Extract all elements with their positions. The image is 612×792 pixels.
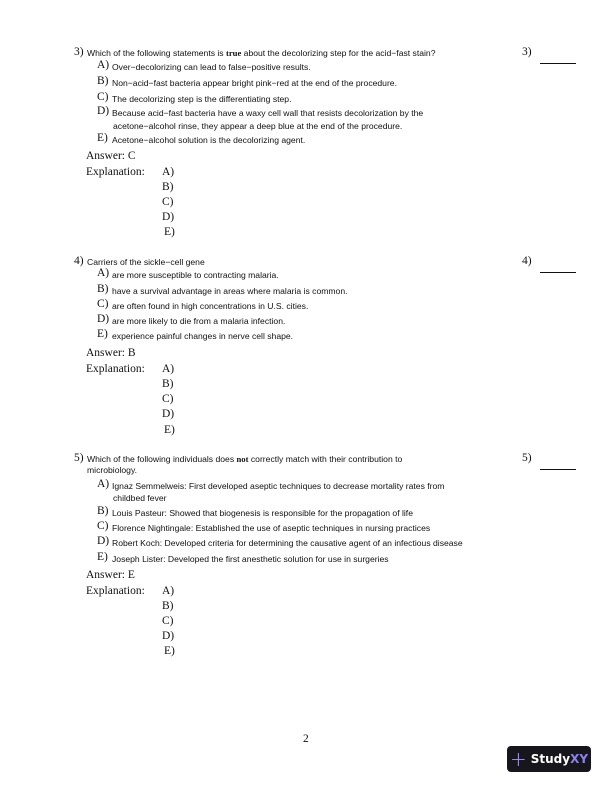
option-text: are more susceptible to contracting malaria.	[112, 270, 279, 280]
option-text: Louis Pasteur: Showed that biogenesis is responsible for the propagation of life	[112, 508, 413, 518]
option-letter: A)	[97, 59, 110, 71]
option-text: are more likely to die from a malaria infection.	[112, 316, 286, 326]
explanation-letter: D)	[162, 630, 175, 642]
stem-text: correctly match with their contribution to	[248, 454, 403, 464]
answer-blank-line[interactable]	[540, 272, 576, 273]
question-stem	[87, 48, 435, 58]
answer-blank-line[interactable]	[540, 63, 576, 64]
option-letter: C)	[97, 298, 109, 310]
stem-emphasis: not	[236, 454, 249, 464]
option-text: Acetone−alcohol solution is the decolorizing agent.	[112, 135, 306, 145]
answer-blank-line[interactable]	[540, 469, 576, 470]
option-text: acetone−alcohol rinse, they appear a deep blue at the end of the procedure.	[113, 121, 403, 131]
answer: Answer: E	[86, 569, 135, 581]
option-text: The decolorizing step is the differentiating step.	[112, 94, 292, 104]
stem-text: Carriers of the sickle−cell gene	[87, 257, 205, 267]
option-text: Because acid−fast bacteria have a waxy cell wall that resists decolorization by the	[112, 108, 424, 118]
option-text: Non−acid−fast bacteria appear bright pink−red at the end of the procedure.	[112, 78, 397, 88]
option-letter: B)	[97, 283, 109, 295]
explanation-letter: C)	[162, 615, 174, 627]
option-text: childbed fever	[113, 493, 167, 503]
option-text: Ignaz Semmelweis: First developed aseptic techniques to decrease mortality rates from	[112, 481, 445, 491]
answer-blank-number: 4)	[522, 255, 532, 267]
option-text: Over−decolorizing can lead to false−positive results.	[112, 62, 311, 72]
option-letter: E)	[97, 551, 108, 563]
option-letter: D)	[97, 313, 110, 325]
question-stem	[87, 454, 402, 464]
option-letter: B)	[97, 505, 109, 517]
explanation-letter: D)	[162, 211, 175, 223]
option-text: are often found in high concentrations in U.S. cities.	[112, 301, 309, 311]
explanation-letter: C)	[162, 393, 174, 405]
option-letter: A)	[97, 478, 110, 490]
stem-emphasis: true	[226, 48, 242, 58]
explanation-letter: B)	[162, 600, 174, 612]
option-letter: C)	[97, 520, 109, 532]
answer: Answer: C	[86, 150, 136, 162]
logo-text-study: Study	[530, 752, 571, 766]
explanation-letter: D)	[162, 408, 175, 420]
option-letter: E)	[97, 132, 108, 144]
explanation-letter: A)	[162, 166, 175, 178]
question-stem	[87, 257, 205, 267]
stem-text: Which of the following statements is	[87, 48, 226, 58]
option-text: Florence Nightingale: Established the use of aseptic techniques in nursing practices	[112, 523, 431, 533]
explanation-letter: E)	[164, 645, 175, 657]
option-text: Robert Koch: Developed criteria for determining the causative agent of an infectious disease	[112, 538, 463, 548]
stem-text: Which of the following individuals does	[87, 454, 237, 464]
option-text: have a survival advantage in areas where malaria is common.	[112, 286, 348, 296]
explanation-label: Explanation:	[86, 363, 145, 375]
answer: Answer: B	[86, 347, 136, 359]
logo-text-xy: XY	[570, 752, 589, 766]
option-letter: E)	[97, 328, 108, 340]
studyxy-logo	[507, 746, 591, 772]
option-letter: D)	[97, 535, 110, 547]
explanation-letter: C)	[162, 196, 174, 208]
option-letter: D)	[97, 105, 110, 117]
explanation-letter: E)	[164, 226, 175, 238]
explanation-letter: A)	[162, 585, 175, 597]
answer-blank-number: 3)	[522, 46, 532, 58]
option-letter: C)	[97, 91, 109, 103]
option-letter: A)	[97, 267, 110, 279]
question-number: 4)	[74, 255, 84, 267]
explanation-letter: A)	[162, 363, 175, 375]
explanation-label: Explanation:	[86, 585, 145, 597]
option-text: experience painful changes in nerve cell shape.	[112, 331, 294, 341]
explanation-label: Explanation:	[86, 166, 145, 178]
plus-icon: +	[509, 747, 527, 771]
question-number: 5)	[74, 452, 84, 464]
explanation-letter: B)	[162, 378, 174, 390]
page-number: 2	[303, 733, 309, 745]
question-stem-continued: microbiology.	[87, 465, 137, 475]
answer-blank-number: 5)	[522, 452, 532, 464]
option-letter: B)	[97, 75, 109, 87]
explanation-letter: B)	[162, 181, 174, 193]
explanation-letter: E)	[164, 424, 175, 436]
stem-text: about the decolorizing step for the acid−fast stain?	[241, 48, 436, 58]
option-text: Joseph Lister: Developed the first anesthetic solution for use in surgeries	[112, 554, 389, 564]
question-number: 3)	[74, 46, 84, 58]
